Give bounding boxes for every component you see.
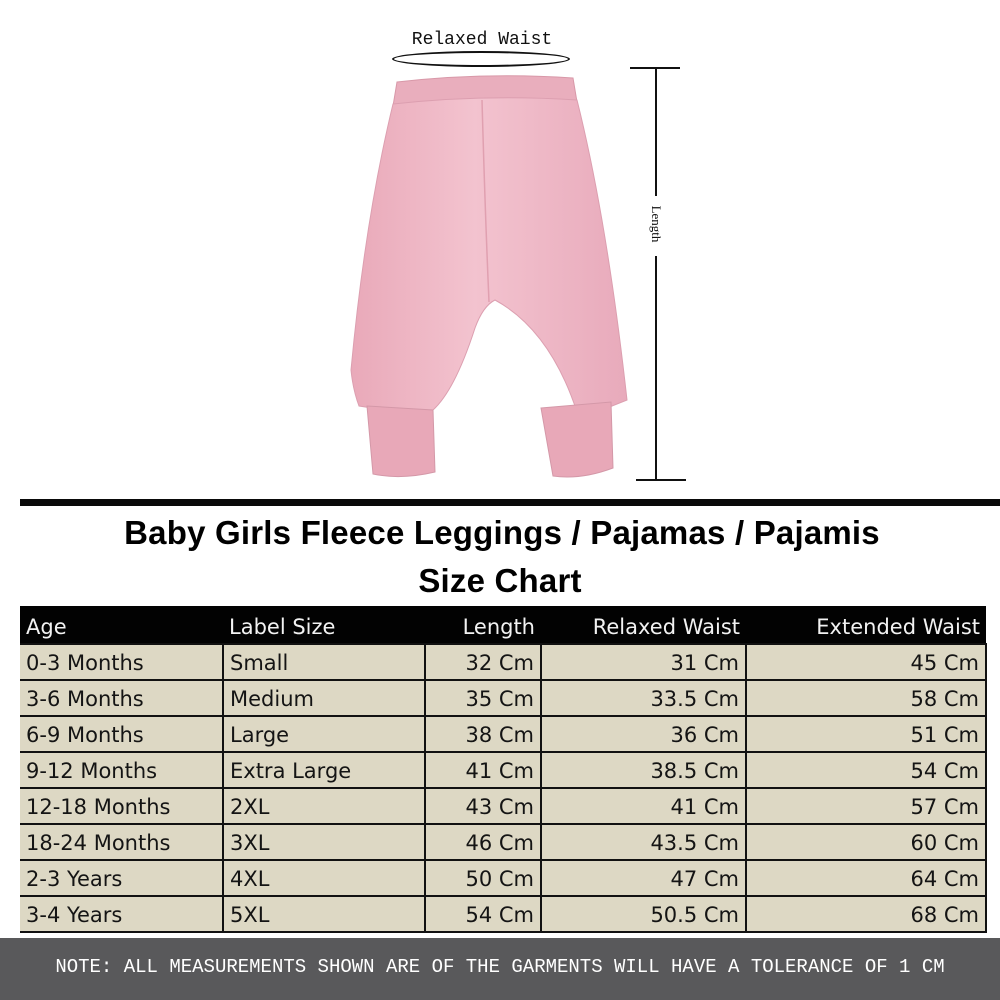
cell-extended-waist: 45 Cm <box>746 644 986 680</box>
product-diagram <box>0 0 1000 495</box>
table-row <box>20 788 986 824</box>
cell-label-size: Medium <box>223 680 425 716</box>
tolerance-note-bar <box>0 938 1000 1000</box>
cell-length: 43 Cm <box>425 788 541 824</box>
length-line <box>655 68 657 196</box>
cell-length: 54 Cm <box>425 896 541 932</box>
length-line <box>655 256 657 480</box>
cell-length: 32 Cm <box>425 644 541 680</box>
cell-age: 12-18 Months <box>20 788 223 824</box>
pajama-pants-image <box>345 70 635 485</box>
length-label: Length <box>649 205 664 243</box>
cell-extended-waist: 60 Cm <box>746 824 986 860</box>
table-row <box>20 716 986 752</box>
cell-length: 46 Cm <box>425 824 541 860</box>
page-title: Baby Girls Fleece Leggings / Pajamas / Pajamis <box>124 514 880 551</box>
cell-label-size: Extra Large <box>223 752 425 788</box>
header-length: Length <box>425 606 541 644</box>
relaxed-waist-label: Relaxed Waist <box>411 30 553 50</box>
waist-ellipse-icon <box>392 51 570 67</box>
cell-age: 9-12 Months <box>20 752 223 788</box>
header-age: Age <box>20 606 223 644</box>
cell-length: 35 Cm <box>425 680 541 716</box>
cell-length: 38 Cm <box>425 716 541 752</box>
divider <box>20 499 1000 506</box>
cell-extended-waist: 54 Cm <box>746 752 986 788</box>
cell-label-size: Small <box>223 644 425 680</box>
header-extended-waist: Extended Waist <box>746 606 986 644</box>
cell-extended-waist: 51 Cm <box>746 716 986 752</box>
cell-age: 18-24 Months <box>20 824 223 860</box>
cell-label-size: 4XL <box>223 860 425 896</box>
cell-length: 41 Cm <box>425 752 541 788</box>
cell-label-size: Large <box>223 716 425 752</box>
tolerance-note: NOTE: ALL MEASUREMENTS SHOWN ARE OF THE GARMENTS WILL HAVE A TOLERANCE OF 1 CM <box>55 956 945 978</box>
cell-relaxed-waist: 43.5 Cm <box>541 824 746 860</box>
cell-relaxed-waist: 47 Cm <box>541 860 746 896</box>
table-row <box>20 752 986 788</box>
header-relaxed-waist: Relaxed Waist <box>541 606 746 644</box>
cell-extended-waist: 58 Cm <box>746 680 986 716</box>
cell-relaxed-waist: 50.5 Cm <box>541 896 746 932</box>
length-cap-bottom <box>636 479 686 481</box>
cell-length: 50 Cm <box>425 860 541 896</box>
cell-extended-waist: 64 Cm <box>746 860 986 896</box>
table-row <box>20 644 986 680</box>
cell-relaxed-waist: 33.5 Cm <box>541 680 746 716</box>
cell-extended-waist: 68 Cm <box>746 896 986 932</box>
size-chart-table <box>20 606 987 933</box>
cell-relaxed-waist: 41 Cm <box>541 788 746 824</box>
cell-extended-waist: 57 Cm <box>746 788 986 824</box>
table-header-row <box>20 606 986 644</box>
cell-age: 6-9 Months <box>20 716 223 752</box>
cell-age: 2-3 Years <box>20 860 223 896</box>
cell-relaxed-waist: 38.5 Cm <box>541 752 746 788</box>
cell-label-size: 2XL <box>223 788 425 824</box>
cell-label-size: 5XL <box>223 896 425 932</box>
table-row <box>20 896 986 932</box>
cell-relaxed-waist: 31 Cm <box>541 644 746 680</box>
table-row <box>20 824 986 860</box>
table-row <box>20 860 986 896</box>
cell-age: 3-4 Years <box>20 896 223 932</box>
header-label-size: Label Size <box>223 606 425 644</box>
page-subtitle: Size Chart <box>418 562 582 599</box>
cell-age: 3-6 Months <box>20 680 223 716</box>
cell-label-size: 3XL <box>223 824 425 860</box>
table-row <box>20 680 986 716</box>
cell-relaxed-waist: 36 Cm <box>541 716 746 752</box>
cell-age: 0-3 Months <box>20 644 223 680</box>
